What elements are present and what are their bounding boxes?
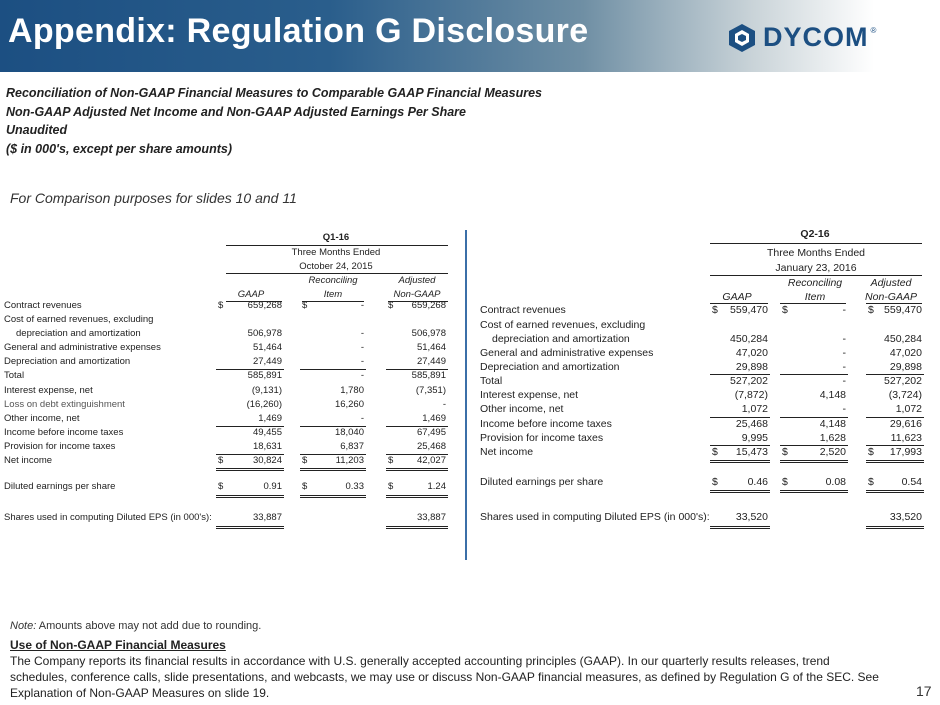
row-label: Cost of earned revenues, excluding [480,319,646,331]
cell-gaap: 1,469 [258,413,282,424]
q1-col-recon-1: Reconciling [308,275,358,286]
cell-dollar-sign: $ [712,304,718,316]
cell-recon: - [360,356,364,367]
row-label: General and administrative expenses [480,347,654,359]
table-row [480,333,930,347]
cell-adj: 17,993 [889,446,922,458]
row-label: Other income, net [480,403,564,415]
q1-col-gaap: GAAP [237,289,265,300]
row-label: depreciation and amortization [16,328,141,339]
cell-adj: 585,891 [411,370,446,381]
cell-recon: 11,203 [335,455,364,466]
cell-adj: 27,449 [416,356,446,367]
row-label: Diluted earnings per share [4,481,116,492]
cell-gaap: 25,468 [735,418,768,430]
cell-gaap: 47,020 [735,347,768,359]
cell-gaap: 527,202 [730,375,768,387]
cell-recon: - [842,333,846,345]
table-row [480,361,930,375]
report-heading [6,84,542,158]
row-label: depreciation and amortization [492,333,630,345]
cell-gaap: (7,872) [734,389,768,401]
cell-recon: - [842,304,846,316]
comparison-note: For Comparison purposes for slides 10 and 11 [10,190,297,206]
cell-recon: 2,520 [819,446,846,458]
table-row [480,418,930,432]
logo-registered-mark: ® [870,26,877,35]
cell-gaap: (9,131) [251,385,282,396]
table-row [4,455,454,469]
table-row [480,304,930,318]
cell-gaap: 51,464 [252,342,282,353]
row-label: Contract revenues [4,300,82,311]
row-label: Shares used in computing Diluted EPS (in 000's): [480,511,710,523]
cell-adj: 527,202 [884,375,922,387]
cell-dollar-sign: $ [218,481,224,492]
heading-line-3: Unaudited [6,123,68,137]
row-label: Income before income taxes [4,427,124,438]
non-gaap-section-title: Use of Non-GAAP Financial Measures [10,638,226,652]
q2-three-months: Three Months Ended [766,247,866,259]
cell-gaap: 18,631 [252,441,282,452]
table-row [480,511,930,525]
cell-gaap: 1,072 [741,403,768,415]
cell-adj: 33,520 [889,511,922,523]
table-row [4,427,454,441]
cell-adj: 1,469 [422,413,446,424]
cell-recon: 0.33 [345,481,364,492]
cell-adj: 29,616 [889,418,922,430]
cell-dollar-sign: $ [388,455,394,466]
cell-recon: - [360,342,364,353]
cell-adj: 659,268 [411,300,446,311]
cell-gaap: 450,284 [730,333,768,345]
cell-gaap: 506,978 [247,328,282,339]
cell-dollar-sign: $ [868,476,874,488]
table-row [480,476,930,490]
cell-gaap: 30,824 [252,455,282,466]
table-row [4,314,454,328]
table-row [480,446,930,460]
table-row [4,512,454,526]
cell-recon: 1,780 [340,385,364,396]
table-row [4,441,454,455]
q2-period: Q2-16 [800,228,830,240]
row-label: Shares used in computing Diluted EPS (in 000's): [4,512,212,523]
row-label: Total [480,375,503,387]
table-row [4,413,454,427]
row-label: Diluted earnings per share [480,476,604,488]
cell-recon: 1,628 [819,432,846,444]
cell-recon: - [842,361,846,373]
cell-dollar-sign: $ [782,476,788,488]
row-label: Interest expense, net [4,385,93,396]
row-label: General and administrative expenses [4,342,161,353]
cell-dollar-sign: $ [868,446,874,458]
dycom-logo [727,22,876,53]
heading-line-4: ($ in 000's, except per share amounts) [6,141,232,156]
table-row [480,403,930,417]
cell-adj: 506,978 [411,328,446,339]
cell-gaap: 585,891 [247,370,282,381]
cell-recon: 0.08 [825,476,846,488]
table-row [480,389,930,403]
cell-dollar-sign: $ [712,476,718,488]
row-label: Income before income taxes [480,418,612,430]
cell-dollar-sign: $ [302,300,308,311]
cell-recon: - [842,347,846,359]
cell-gaap: (16,260) [246,399,282,410]
row-label: Net income [480,446,534,458]
q1-three-months: Three Months Ended [291,247,381,258]
cell-dollar-sign: $ [782,446,788,458]
cell-dollar-sign: $ [218,455,224,466]
cell-gaap: 29,898 [735,361,768,373]
cell-recon: - [842,403,846,415]
cell-gaap: 27,449 [252,356,282,367]
table-row [4,399,454,413]
row-label: Total [4,370,25,381]
cell-gaap: 15,473 [735,446,768,458]
heading-line-2: Non-GAAP Adjusted Net Income and Non-GAAP Adjusted Earnings Per Share [6,104,467,119]
row-label: Other income, net [4,413,80,424]
cell-dollar-sign: $ [388,300,394,311]
cell-recon: 18,040 [334,427,364,438]
row-label: Provision for income taxes [4,441,116,452]
cell-adj: 51,464 [416,342,446,353]
cell-recon: 16,260 [334,399,364,410]
cell-recon: - [842,375,846,387]
table-row [4,356,454,370]
slide-title: Appendix: Regulation G Disclosure [8,12,589,50]
row-label: Loss on debt extinguishment [4,399,125,410]
q1-col-adj-1: Adjusted [398,275,436,286]
cell-recon: 6,837 [340,441,364,452]
q1-col-adj-2: Non-GAAP [393,289,441,300]
q1-col-recon-2: Item [323,289,343,300]
q1-reconciliation-table [4,232,454,532]
row-label: Net income [4,455,53,466]
q2-reconciliation-table [480,228,930,532]
q2-col-gaap: GAAP [722,291,752,303]
table-row [4,370,454,384]
q2-col-recon-2: Item [804,291,826,303]
cell-dollar-sign: $ [302,455,308,466]
table-row [4,328,454,342]
cell-adj: 29,898 [889,361,922,373]
cell-adj: 25,468 [416,441,446,452]
cell-adj: 559,470 [884,304,922,316]
cell-recon: 4,148 [819,418,846,430]
cell-recon: 4,148 [819,389,846,401]
row-label: Cost of earned revenues, excluding [4,314,154,325]
cell-gaap: 49,455 [252,427,282,438]
note-label: Note: [10,620,37,632]
q1-date: October 24, 2015 [299,261,373,272]
table-row [480,347,930,361]
cell-adj: 450,284 [884,333,922,345]
row-label: Contract revenues [480,304,566,316]
cell-adj: (3,724) [888,389,922,401]
table-row [4,342,454,356]
note-text: Amounts above may not add due to rounding. [36,620,262,632]
row-label: Depreciation and amortization [480,361,620,373]
dycom-logo-icon [727,23,757,53]
cell-recon: - [360,413,364,424]
cell-recon: - [360,328,364,339]
cell-recon: - [360,300,364,311]
q1-period: Q1-16 [322,232,350,243]
cell-adj: 0.54 [901,476,922,488]
q2-col-adj-2: Non-GAAP [865,291,917,303]
table-row [480,432,930,446]
cell-gaap: 33,887 [252,512,282,523]
cell-gaap: 33,520 [735,511,768,523]
cell-gaap: 9,995 [741,432,768,444]
logo-wordmark: DYCOM [763,22,869,52]
cell-adj: 47,020 [889,347,922,359]
cell-dollar-sign: $ [868,304,874,316]
cell-adj: - [442,399,446,410]
cell-dollar-sign: $ [302,481,308,492]
cell-gaap: 659,268 [247,300,282,311]
q2-col-recon-1: Reconciling [787,277,843,289]
cell-gaap: 0.46 [747,476,768,488]
cell-adj: 67,495 [416,427,446,438]
page-number: 17 [916,683,932,699]
row-label: Interest expense, net [480,389,579,401]
cell-adj: 42,027 [416,455,446,466]
table-row [4,300,454,314]
table-row [4,385,454,399]
cell-adj: (7,351) [415,385,446,396]
cell-adj: 1,072 [895,403,922,415]
table-row [480,375,930,389]
cell-dollar-sign: $ [218,300,224,311]
cell-gaap: 0.91 [263,481,282,492]
heading-line-1: Reconciliation of Non-GAAP Financial Measures to Comparable GAAP Financial Measures [6,86,542,100]
table-divider [465,230,467,560]
rounding-note [10,620,261,632]
cell-dollar-sign: $ [388,481,394,492]
cell-adj: 1.24 [427,481,446,492]
q2-date: January 23, 2016 [775,262,857,274]
cell-dollar-sign: $ [712,446,718,458]
table-row [480,319,930,333]
q2-col-adj-1: Adjusted [870,277,912,289]
cell-dollar-sign: $ [782,304,788,316]
cell-adj: 11,623 [890,432,922,444]
row-label: Depreciation and amortization [4,356,131,367]
cell-gaap: 559,470 [730,304,768,316]
cell-adj: 33,887 [416,512,446,523]
row-label: Provision for income taxes [480,432,604,444]
table-row [4,481,454,495]
non-gaap-section-body: The Company reports its financial results in accordance with U.S. generally accepted accounting principles (GAAP). In our quarterly results releases, trend schedules, conference calls, slide presentations, and webcasts, we may use or discuss Non-GAAP financial measures, as defined by Regulation G of the SEC. See Explanation of Non-GAAP Measures on slide 19. [10,654,879,700]
cell-recon: - [360,370,364,381]
